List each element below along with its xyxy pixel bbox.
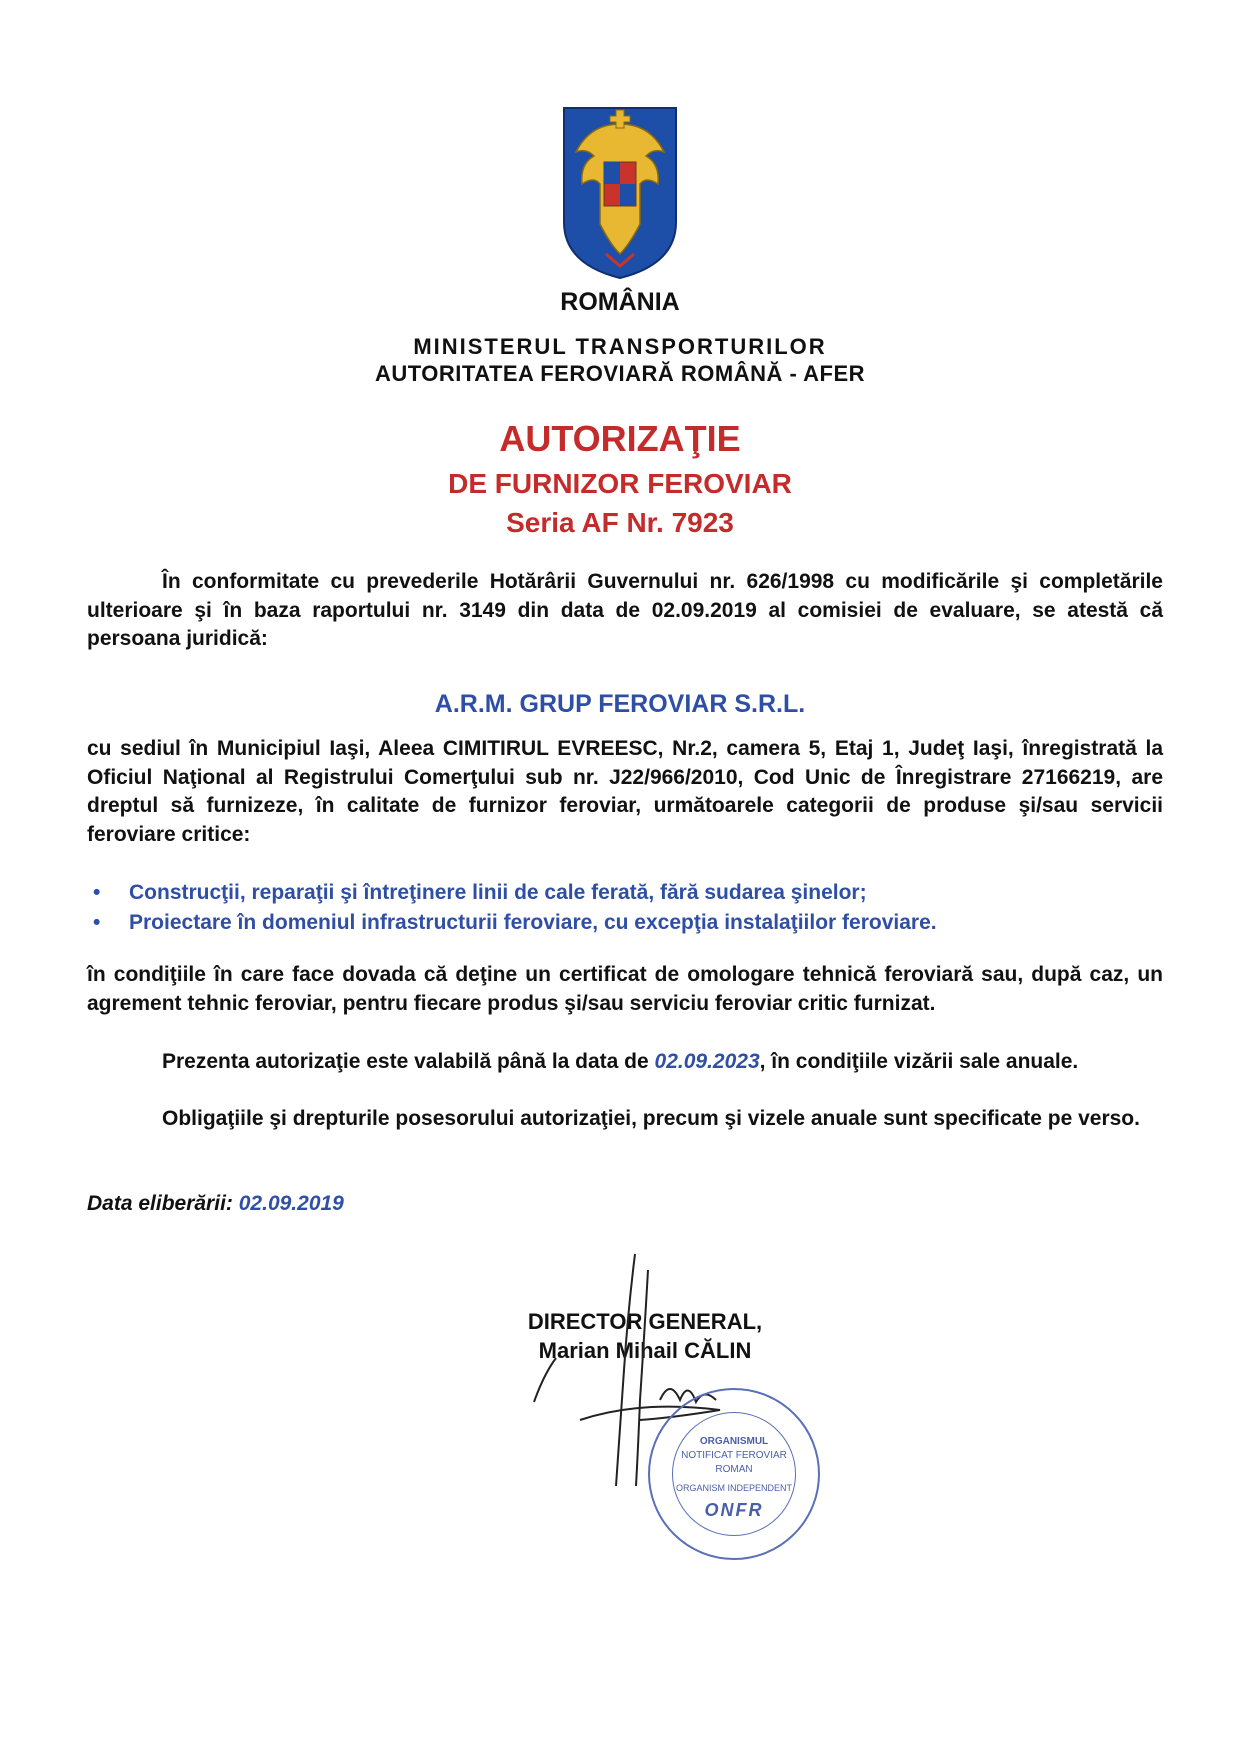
stamp-text: NOTIFICAT FEROVIAR [681, 1450, 787, 1461]
intro-paragraph: În conformitate cu prevederile Hotărârii Guvernului nr. 626/1998 cu modificările şi completările ulterioare şi în baza raportului nr. 3149 din data de 02.09.2019 al comisiei de evaluare, se atestă că persoana juridică: [87, 570, 1163, 650]
bullet-icon: • [93, 881, 101, 904]
validity-text: Prezenta autorizaţie este valabilă până la data de [162, 1050, 655, 1073]
coat-of-arms-icon [560, 104, 680, 280]
stamp-text: ORGANISM INDEPENDENT [675, 1483, 792, 1493]
validity-paragraph [87, 1048, 1163, 1077]
validity-date: 02.09.2023 [654, 1050, 760, 1073]
list-item [87, 878, 1163, 908]
service-text: Proiectare în domeniul infrastructurii feroviare, cu excepţia instalaţiilor feroviare. [129, 911, 937, 934]
details-paragraph: cu sediul în Municipiul Iaşi, Aleea CIMITIRUL EVREESC, Nr.2, camera 5, Etaj 1, Judeţ Iaşi, înregistrată la Oficiul Naţional al Registrului Comerţului sub nr. J22/966/2010, Cod Unic de Înregistrare 27166219, are dreptul să furnizeze, în calitate de furnizor feroviar, următoarele categorii de produse şi/sau servicii feroviare critice: [87, 737, 1163, 846]
service-text: Construcţii, reparaţii şi întreţinere linii de cale ferată, fără sudarea şinelor; [129, 881, 867, 904]
stamp-text: ORGANISMUL [699, 1436, 769, 1447]
document-series: Seria AF Nr. 7923 [506, 507, 734, 538]
issue-colon: : [225, 1192, 233, 1215]
validity-text-end: , în condiţiile vizării sale anuale. [759, 1050, 1079, 1073]
stamp-text: ONFR [704, 1500, 764, 1520]
services-list [87, 878, 1163, 938]
document-subtitle: DE FURNIZOR FEROVIAR [448, 468, 792, 499]
company-name: A.R.M. GRUP FEROVIAR S.R.L. [434, 690, 806, 718]
issue-date-line [87, 1192, 344, 1216]
issue-date: 02.09.2019 [238, 1192, 344, 1215]
list-item [87, 908, 1163, 938]
bullet-icon: • [93, 911, 101, 934]
signatory-name: Marian Mihail CĂLIN [538, 1338, 752, 1363]
signatory-title: DIRECTOR GENERAL, [527, 1309, 763, 1334]
ministry-name: MINISTERUL TRANSPORTURILOR [413, 334, 827, 359]
obligations-paragraph: Obligaţiile şi drepturile posesorului autorizaţiei, precum şi vizele anuale sunt specificate pe verso. [162, 1107, 1140, 1130]
official-stamp [648, 1388, 820, 1560]
document-title: AUTORIZAŢIE [499, 418, 741, 459]
issue-date-label: Data eliberării [87, 1192, 226, 1215]
authority-name: AUTORITATEA FEROVIARĂ ROMÂNĂ - AFER [374, 361, 866, 386]
conditions-paragraph: în condiţiile în care face dovada că deţine un certificat de omologare tehnică feroviară sau, după caz, un agrement tehnic feroviar, pentru fiecare produs şi/sau serviciu feroviar critic furnizat. [87, 963, 1163, 1015]
country-name: ROMÂNIA [560, 288, 680, 316]
stamp-text: ROMAN [715, 1464, 753, 1475]
